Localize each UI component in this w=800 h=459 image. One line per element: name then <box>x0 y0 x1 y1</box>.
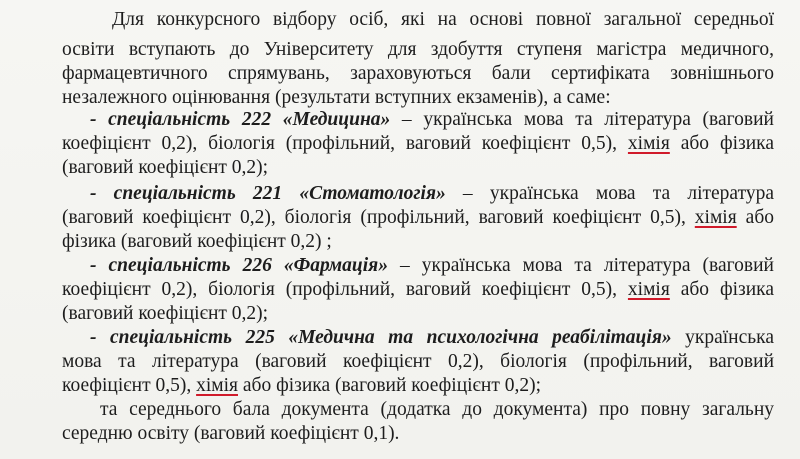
text-line-12 <box>62 278 774 302</box>
text-segment: Для конкурсного відбору осіб, які на основі повної загальної середньої <box>112 9 774 30</box>
text-line-14 <box>90 326 774 350</box>
text-segment: – українська мова та література (ваговий <box>390 109 774 130</box>
text-segment: фізика (ваговий коефіцієнт 0,2) ; <box>62 231 332 252</box>
text-segment: коефіцієнт 0,2), біологія (профільний, ваговий коефіцієнт 0,5), <box>62 279 628 300</box>
text-line-16 <box>62 374 774 398</box>
highlighted-subject: хімія <box>694 207 737 228</box>
text-line-13 <box>62 302 774 326</box>
text-line-10 <box>62 230 774 254</box>
text-segment: мова та література (ваговий коефіцієнт 0,2), біологія (профільний, ваговий <box>62 351 774 372</box>
text-segment: – українська мова та література (ваговий <box>387 255 774 276</box>
text-segment: фармацевтичного спрямувань, зараховуються бали сертифіката зовнішнього <box>62 63 774 84</box>
specialty-heading: - спеціальність 225 «Медична та психологічна реабілітація» <box>90 327 672 348</box>
text-line-6 <box>62 132 774 156</box>
highlighted-subject: хімія <box>196 375 238 396</box>
text-segment: або <box>736 207 774 228</box>
text-segment: – українська мова та література <box>445 183 774 204</box>
text-segment: або фізика (ваговий коефіцієнт 0,2); <box>238 375 542 396</box>
text-line-3 <box>62 62 774 86</box>
text-segment: або фізика <box>669 279 774 300</box>
highlighted-subject: хімія <box>627 133 670 154</box>
text-segment: або фізика <box>669 133 774 154</box>
text-segment: освіти вступають до Університету для здобуття ступеня магістра медичного, <box>62 39 774 60</box>
text-line-2 <box>62 38 774 62</box>
text-segment: (ваговий коефіцієнт 0,2), біологія (профільний, ваговий коефіцієнт 0,5), <box>62 207 695 228</box>
text-segment: коефіцієнт 0,5), <box>62 375 197 396</box>
text-segment: (ваговий коефіцієнт 0,2); <box>62 303 269 324</box>
text-line-4 <box>62 86 774 110</box>
specialty-heading: - спеціальність 221 «Стоматологія» <box>90 183 446 204</box>
text-segment: коефіцієнт 0,2), біологія (профільний, ваговий коефіцієнт 0,5), <box>62 133 628 154</box>
text-line-15 <box>62 350 774 374</box>
text-segment: та середнього бала документа (додатка до документа) про повну загальну <box>100 399 774 420</box>
text-line-11 <box>90 254 774 278</box>
text-line-17 <box>100 398 774 422</box>
text-line-9 <box>62 206 774 230</box>
text-line-5 <box>90 108 774 132</box>
text-line-7 <box>62 156 774 180</box>
text-segment: (ваговий коефіцієнт 0,2); <box>62 157 269 178</box>
specialty-heading: - спеціальність 226 «Фармація» <box>90 255 388 276</box>
highlighted-subject: хімія <box>627 279 670 300</box>
text-segment: українська <box>671 327 775 348</box>
text-segment: незалежного оцінювання (результати вступних екзаменів), а саме: <box>62 87 611 108</box>
text-line-18 <box>62 422 774 446</box>
text-segment: середню освіту (ваговий коефіцієнт 0,1). <box>62 423 400 444</box>
text-line-1 <box>112 8 774 32</box>
text-line-8 <box>90 182 774 206</box>
specialty-heading: - спеціальність 222 «Медицина» <box>90 109 391 130</box>
